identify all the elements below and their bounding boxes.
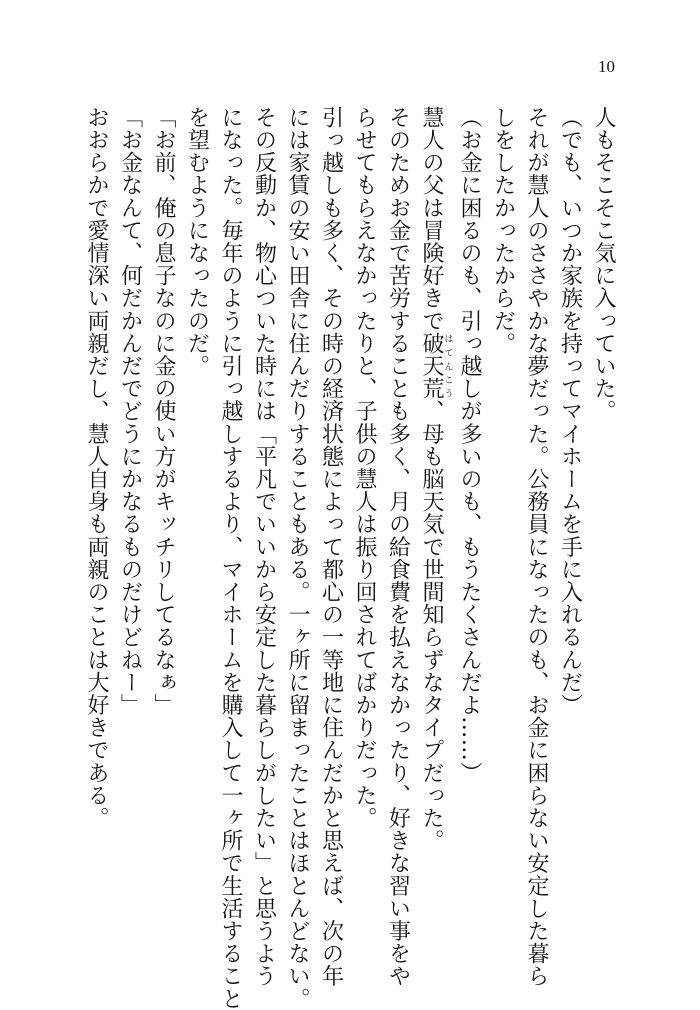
text-line-8: らせてもらえなかったりと、子供の慧人は振り回されてばかりだった。 [352,106,377,830]
text-line-14: 「お前、俺の息子なのに金の使い方がキッチリしてるなぁ」 [151,106,176,717]
text-line-12: になった。毎年のように引っ越しするより、マイホームを購入して一ヶ所で生活すること [218,106,243,1010]
text-line-6-part-2: 、母も脳天気で世間知らずなタイプだった。 [419,399,444,852]
text-line-3: それが慧人のささやかな夢だった。公務員になったのも、お金に困らない安定した暮ら [524,106,549,988]
ruby-word [419,332,453,400]
text-line-7: そのためお金で苦労することも多く、月の給食費を払えなかったり、好きな習い事をや [385,106,411,988]
text-line-5: （お金に困るのも、引っ越しが多いのも、もうたくさんだよ……） [457,106,482,784]
text-line-2: （でも、いつか家族を持ってマイホームを手に入れるんだ） [557,106,583,717]
text-line-15: 「お金なんて、何だかんだでどうにかなるものだけどねー」 [117,106,143,717]
text-line-6-part-1: 慧人の父は冒険好きで [419,106,444,332]
text-line-10: には家賃の安い田舎に住んだりすることもある。一ヶ所に留まったことはほとんどない。 [285,106,310,1010]
text-line-13: を望むようになったのだ。 [184,106,210,378]
text-line-1: 人もそこそこ気に入っていた。 [591,106,616,423]
text-line-16: おおらかで愛情深い両親だし、慧人自身も両親のことは大好きである。 [84,106,109,830]
page-number: 10 [598,57,615,76]
text-line-9: 引っ越しも多く、その時の経済状態によって都心の一等地に住んだかと思えば、次の年 [318,106,344,988]
ruby-reading: はてんこう [442,332,453,400]
text-line-11: その反動か、物心ついた時には「平凡でいいから安定した暮らしがしたい」と思うよう [251,106,277,988]
text-line-6 [415,106,453,966]
ruby-base: 破天荒 [419,332,444,400]
novel-body-text [80,106,621,1010]
text-line-4: しをしたかったからだ。 [490,106,516,355]
